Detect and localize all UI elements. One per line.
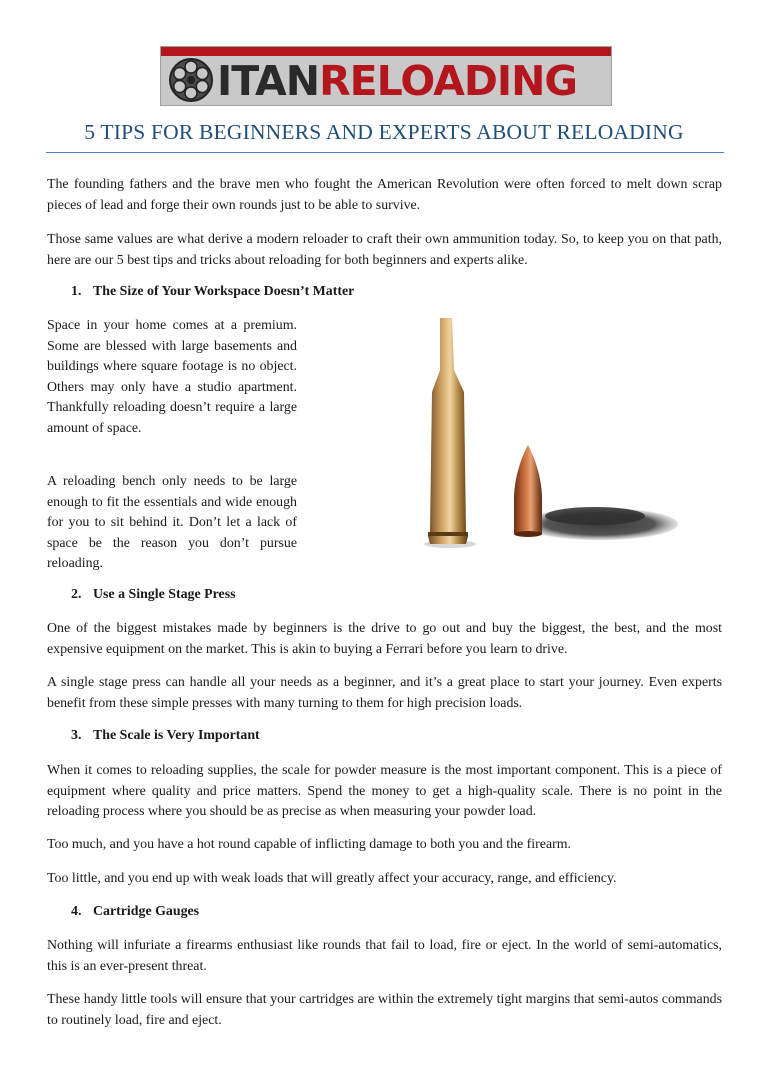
section-heading-text: The Scale is Very Important — [93, 728, 260, 743]
logo-wordmark — [217, 56, 577, 104]
section-heading-2 — [71, 587, 236, 603]
section-number: 2. — [71, 587, 82, 602]
section-4-paragraph-1: Nothing will infuriate a firearms enthusiast like rounds that fail to load, fire or eject. In the world of semi-automatics, this is an ever-present threat. — [47, 938, 722, 974]
section-4-paragraph-2: These handy little tools will ensure that your cartridges are within the extremely tight margins that semi-autos commands to routinely load, fire and eject. — [47, 992, 722, 1028]
section-2-paragraph-2: A single stage press can handle all your needs as a beginner, and it’s a great place to start your journey. Even experts benefit from these simple presses with many turning to them for high precision loads. — [47, 675, 722, 711]
logo-text-lead: ITAN — [217, 57, 320, 105]
bullet — [514, 445, 542, 534]
section-heading-text: Cartridge Gauges — [93, 904, 200, 919]
section-number: 1. — [71, 284, 82, 299]
section-1-paragraph-2: A reloading bench only needs to be large enough to fit the essentials and wide enough for you to sit behind it. Don’t let a lack of space be the reason you don’t pursue reloading. — [47, 474, 297, 571]
intro-paragraph-1: The founding fathers and the brave men who fought the American Revolution were often forced to melt down scrap pieces of lead and forge their own rounds just to be able to survive. — [47, 177, 722, 213]
section-3-paragraph-1: When it comes to reloading supplies, the scale for powder measure is the most important component. This is a piece of equipment where quality and price matters. Spend the money to get a high-quality scale. There is no point in the reloading process where you should be as precise as when measuring your powder load. — [47, 763, 722, 819]
case-rim-groove — [428, 532, 468, 536]
section-number: 3. — [71, 728, 82, 743]
section-1-paragraph-1: Space in your home comes at a premium. Some are blessed with large basements and buildings where square footage is no object. Others may only have a studio apartment. Thankfully reloading doesn’t require a large amount of space. — [47, 318, 297, 436]
section-2-paragraph-1: One of the biggest mistakes made by beginners is the drive to go out and buy the biggest, the best, and the most expensive equipment on the market. This is akin to buying a Ferrari before you learn to drive. — [47, 621, 722, 657]
section-heading-3 — [71, 728, 260, 744]
powder-pile-top — [545, 507, 645, 525]
section-number: 4. — [71, 904, 82, 919]
logo-text-tail: RELOADING — [319, 57, 578, 105]
section-heading-4 — [71, 904, 199, 920]
page-title: 5 TIPS FOR BEGINNERS AND EXPERTS ABOUT RELOADING — [84, 120, 684, 144]
brass-case — [428, 318, 468, 544]
titan-reloading-logo — [160, 46, 612, 106]
bullet-base — [514, 531, 542, 537]
section-heading-text: Use a Single Stage Press — [93, 587, 236, 602]
intro-paragraph-2: Those same values are what derive a modern reloader to craft their own ammunition today. So, to keep you on that path, here are our 5 best tips and tricks about reloading for both beginners and experts alike. — [47, 232, 722, 268]
cartridge-bullet-powder-photo — [400, 310, 690, 555]
title-underline — [46, 152, 724, 153]
logo-red-bar — [161, 47, 611, 56]
section-3-paragraph-2: Too much, and you have a hot round capable of inflicting damage to both you and the firearm. — [47, 837, 572, 852]
revolver-cylinder-icon — [167, 56, 215, 104]
section-heading-text: The Size of Your Workspace Doesn’t Matter — [93, 284, 355, 299]
section-3-paragraph-3: Too little, and you end up with weak loads that will greatly affect your accuracy, range, and efficiency. — [47, 871, 617, 886]
section-heading-1 — [71, 284, 354, 300]
